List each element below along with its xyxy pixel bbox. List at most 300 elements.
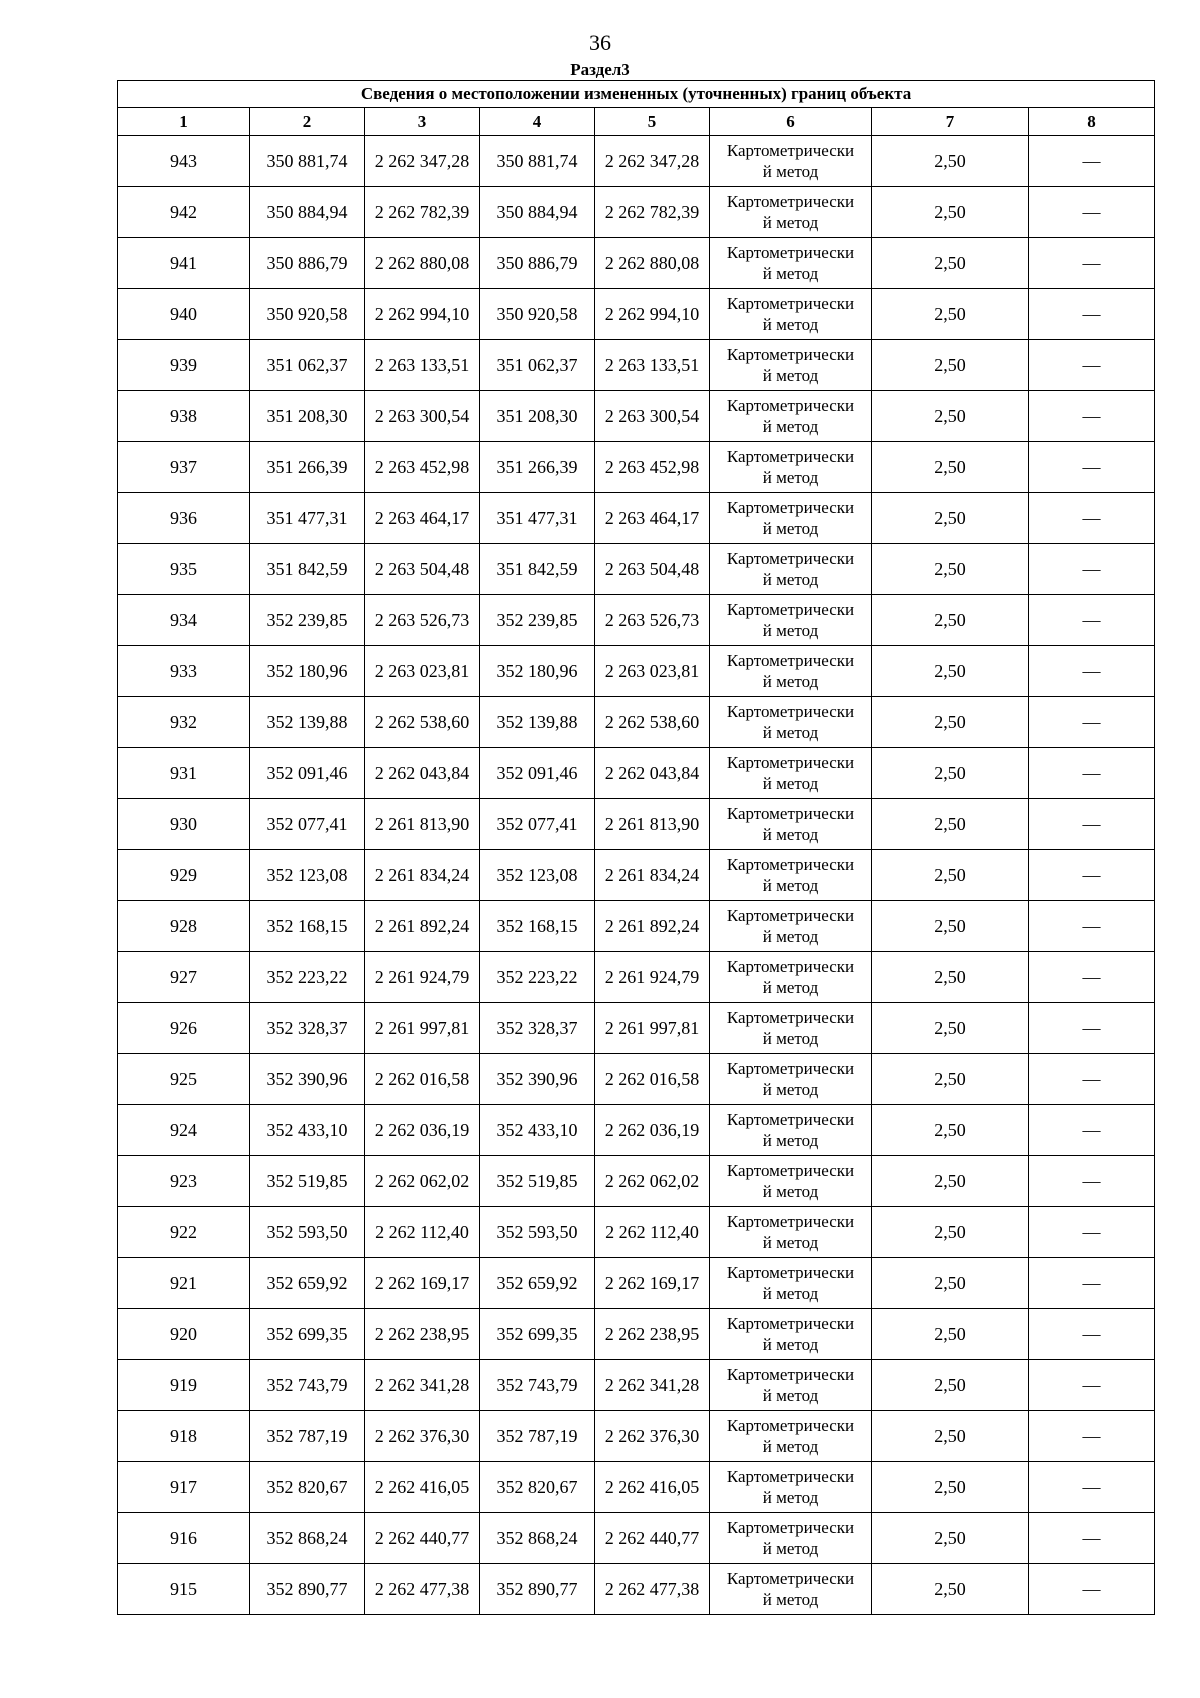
method-cell (710, 748, 872, 799)
coordinate-x-new-cell: 352 091,46 (480, 748, 595, 799)
coordinate-y-existing-cell: 2 262 341,28 (365, 1360, 480, 1411)
table-row (118, 1513, 1155, 1564)
coordinate-x-existing-cell: 352 699,35 (250, 1309, 365, 1360)
coordinate-y-existing-cell: 2 262 416,05 (365, 1462, 480, 1513)
method-text: Картометрически (726, 396, 855, 415)
coordinate-y-new-cell: 2 262 043,84 (595, 748, 710, 799)
coordinate-x-new-cell: 352 328,37 (480, 1003, 595, 1054)
point-number-cell: 937 (118, 442, 250, 493)
table-row (118, 1105, 1155, 1156)
coordinate-y-existing-cell: 2 262 062,02 (365, 1156, 480, 1207)
description-cell: — (1029, 289, 1155, 340)
point-number-cell: 943 (118, 136, 250, 187)
method-cell (710, 1258, 872, 1309)
method-text: Картометрически (726, 192, 855, 211)
method-text: й метод (762, 1284, 819, 1303)
table-row (118, 1309, 1155, 1360)
method-text: Картометрически (726, 855, 855, 874)
coordinate-x-existing-cell: 351 842,59 (250, 544, 365, 595)
table-row (118, 493, 1155, 544)
method-text: й метод (762, 876, 819, 895)
coordinate-x-new-cell: 352 890,77 (480, 1564, 595, 1615)
coordinate-y-existing-cell: 2 261 997,81 (365, 1003, 480, 1054)
method-text: й метод (762, 1233, 819, 1252)
coordinate-x-existing-cell: 352 168,15 (250, 901, 365, 952)
method-text: й метод (762, 315, 819, 334)
method-text: й метод (762, 1386, 819, 1405)
point-number-cell: 941 (118, 238, 250, 289)
method-text: Картометрически (726, 498, 855, 517)
method-text: Картометрически (726, 1110, 855, 1129)
description-cell: — (1029, 544, 1155, 595)
coordinate-y-existing-cell: 2 262 043,84 (365, 748, 480, 799)
coordinate-y-existing-cell: 2 262 538,60 (365, 697, 480, 748)
accuracy-cell: 2,50 (872, 238, 1029, 289)
method-text: Картометрически (726, 345, 855, 364)
coordinate-x-existing-cell: 352 659,92 (250, 1258, 365, 1309)
coordinate-y-existing-cell: 2 261 924,79 (365, 952, 480, 1003)
table-row (118, 1207, 1155, 1258)
coordinate-y-existing-cell: 2 262 440,77 (365, 1513, 480, 1564)
method-cell (710, 952, 872, 1003)
description-cell: — (1029, 1411, 1155, 1462)
method-text: й метод (762, 1131, 819, 1150)
point-number-cell: 919 (118, 1360, 250, 1411)
description-cell: — (1029, 799, 1155, 850)
accuracy-cell: 2,50 (872, 901, 1029, 952)
coordinate-y-existing-cell: 2 262 169,17 (365, 1258, 480, 1309)
coordinate-x-new-cell: 352 433,10 (480, 1105, 595, 1156)
coordinate-y-new-cell: 2 262 341,28 (595, 1360, 710, 1411)
coordinate-x-existing-cell: 352 787,19 (250, 1411, 365, 1462)
method-cell (710, 1462, 872, 1513)
point-number-cell: 915 (118, 1564, 250, 1615)
accuracy-cell: 2,50 (872, 340, 1029, 391)
accuracy-cell: 2,50 (872, 1360, 1029, 1411)
method-text: Картометрически (726, 1008, 855, 1027)
accuracy-cell: 2,50 (872, 136, 1029, 187)
method-text: Картометрически (726, 702, 855, 721)
coordinate-x-new-cell: 352 820,67 (480, 1462, 595, 1513)
coordinate-y-existing-cell: 2 262 238,95 (365, 1309, 480, 1360)
coordinate-x-existing-cell: 351 062,37 (250, 340, 365, 391)
coordinate-y-new-cell: 2 262 782,39 (595, 187, 710, 238)
column-number: 3 (365, 108, 480, 136)
coordinate-y-existing-cell: 2 263 526,73 (365, 595, 480, 646)
method-cell (710, 1003, 872, 1054)
method-cell (710, 391, 872, 442)
point-number-cell: 933 (118, 646, 250, 697)
point-number-cell: 927 (118, 952, 250, 1003)
coordinate-y-existing-cell: 2 263 133,51 (365, 340, 480, 391)
coordinate-x-existing-cell: 351 266,39 (250, 442, 365, 493)
description-cell: — (1029, 646, 1155, 697)
coordinate-x-existing-cell: 350 886,79 (250, 238, 365, 289)
method-text: Картометрически (726, 600, 855, 619)
coordinate-x-existing-cell: 351 208,30 (250, 391, 365, 442)
coordinate-y-existing-cell: 2 263 300,54 (365, 391, 480, 442)
point-number-cell: 916 (118, 1513, 250, 1564)
page-number: 36 (589, 30, 611, 55)
coordinate-x-existing-cell: 351 477,31 (250, 493, 365, 544)
method-cell (710, 595, 872, 646)
coordinate-x-existing-cell: 352 223,22 (250, 952, 365, 1003)
coordinate-x-new-cell: 352 519,85 (480, 1156, 595, 1207)
method-text: й метод (762, 213, 819, 232)
coordinate-x-new-cell: 350 881,74 (480, 136, 595, 187)
coordinate-x-new-cell: 352 223,22 (480, 952, 595, 1003)
description-cell: — (1029, 850, 1155, 901)
column-number: 8 (1029, 108, 1155, 136)
method-cell (710, 1411, 872, 1462)
table-row (118, 544, 1155, 595)
table-row (118, 1462, 1155, 1513)
method-text: й метод (762, 1029, 819, 1048)
point-number-cell: 929 (118, 850, 250, 901)
coordinate-x-new-cell: 352 699,35 (480, 1309, 595, 1360)
accuracy-cell: 2,50 (872, 748, 1029, 799)
table-caption-row (118, 81, 1155, 108)
method-text: й метод (762, 927, 819, 946)
accuracy-cell: 2,50 (872, 1513, 1029, 1564)
coordinate-y-new-cell: 2 263 526,73 (595, 595, 710, 646)
table-row (118, 187, 1155, 238)
column-number: 2 (250, 108, 365, 136)
description-cell: — (1029, 136, 1155, 187)
method-cell (710, 1105, 872, 1156)
coordinate-x-new-cell: 352 390,96 (480, 1054, 595, 1105)
coordinate-x-existing-cell: 352 123,08 (250, 850, 365, 901)
table-row (118, 391, 1155, 442)
coordinate-y-new-cell: 2 262 880,08 (595, 238, 710, 289)
method-text: й метод (762, 825, 819, 844)
point-number-cell: 921 (118, 1258, 250, 1309)
point-number-cell: 924 (118, 1105, 250, 1156)
coordinate-y-new-cell: 2 262 347,28 (595, 136, 710, 187)
description-cell: — (1029, 340, 1155, 391)
accuracy-cell: 2,50 (872, 595, 1029, 646)
point-number-cell: 939 (118, 340, 250, 391)
method-text: й метод (762, 570, 819, 589)
method-text: Картометрически (726, 141, 855, 160)
column-number-row (118, 108, 1155, 136)
coordinate-x-new-cell: 352 593,50 (480, 1207, 595, 1258)
table-row (118, 1003, 1155, 1054)
method-cell (710, 1309, 872, 1360)
method-text: Картометрически (726, 1518, 855, 1537)
table-row (118, 1411, 1155, 1462)
coordinate-x-new-cell: 350 886,79 (480, 238, 595, 289)
accuracy-cell: 2,50 (872, 187, 1029, 238)
coordinate-x-new-cell: 352 743,79 (480, 1360, 595, 1411)
method-cell (710, 646, 872, 697)
coordinate-x-new-cell: 351 062,37 (480, 340, 595, 391)
point-number-cell: 940 (118, 289, 250, 340)
coordinate-x-existing-cell: 352 180,96 (250, 646, 365, 697)
method-cell (710, 187, 872, 238)
accuracy-cell: 2,50 (872, 799, 1029, 850)
table-row (118, 952, 1155, 1003)
coordinate-x-new-cell: 350 884,94 (480, 187, 595, 238)
method-cell (710, 1360, 872, 1411)
accuracy-cell: 2,50 (872, 1156, 1029, 1207)
coordinate-x-existing-cell: 350 881,74 (250, 136, 365, 187)
point-number-cell: 936 (118, 493, 250, 544)
coordinate-x-new-cell: 352 180,96 (480, 646, 595, 697)
table-row (118, 238, 1155, 289)
point-number-cell: 931 (118, 748, 250, 799)
method-text: й метод (762, 1539, 819, 1558)
coordinate-y-existing-cell: 2 262 036,19 (365, 1105, 480, 1156)
method-text: й метод (762, 468, 819, 487)
coordinate-y-existing-cell: 2 262 347,28 (365, 136, 480, 187)
coordinate-y-existing-cell: 2 263 464,17 (365, 493, 480, 544)
coordinate-y-new-cell: 2 261 813,90 (595, 799, 710, 850)
method-cell (710, 1156, 872, 1207)
coordinate-x-existing-cell: 352 890,77 (250, 1564, 365, 1615)
table-row (118, 1054, 1155, 1105)
method-text: й метод (762, 978, 819, 997)
coordinate-y-new-cell: 2 263 300,54 (595, 391, 710, 442)
coordinate-x-existing-cell: 352 820,67 (250, 1462, 365, 1513)
method-cell (710, 238, 872, 289)
method-text: Картометрически (726, 294, 855, 313)
description-cell: — (1029, 493, 1155, 544)
method-cell (710, 544, 872, 595)
description-cell: — (1029, 952, 1155, 1003)
coordinate-y-new-cell: 2 262 112,40 (595, 1207, 710, 1258)
method-text: Картометрически (726, 651, 855, 670)
accuracy-cell: 2,50 (872, 646, 1029, 697)
description-cell: — (1029, 748, 1155, 799)
point-number-cell: 930 (118, 799, 250, 850)
method-text: й метод (762, 1590, 819, 1609)
method-cell (710, 340, 872, 391)
point-number-cell: 922 (118, 1207, 250, 1258)
method-text: Картометрически (726, 1467, 855, 1486)
method-text: й метод (762, 1182, 819, 1201)
accuracy-cell: 2,50 (872, 952, 1029, 1003)
coordinate-x-existing-cell: 352 328,37 (250, 1003, 365, 1054)
point-number-cell: 923 (118, 1156, 250, 1207)
column-number: 1 (118, 108, 250, 136)
coordinate-x-existing-cell: 352 519,85 (250, 1156, 365, 1207)
method-text: й метод (762, 723, 819, 742)
method-text: Картометрически (726, 1365, 855, 1384)
point-number-cell: 935 (118, 544, 250, 595)
method-text: Картометрически (726, 804, 855, 823)
description-cell: — (1029, 1054, 1155, 1105)
point-number-cell: 934 (118, 595, 250, 646)
method-text: Картометрически (726, 906, 855, 925)
description-cell: — (1029, 901, 1155, 952)
point-number-cell: 917 (118, 1462, 250, 1513)
method-cell (710, 799, 872, 850)
point-number-cell: 918 (118, 1411, 250, 1462)
coordinate-x-existing-cell: 350 884,94 (250, 187, 365, 238)
coordinate-x-existing-cell: 352 390,96 (250, 1054, 365, 1105)
coordinate-y-existing-cell: 2 262 880,08 (365, 238, 480, 289)
accuracy-cell: 2,50 (872, 544, 1029, 595)
table-row (118, 799, 1155, 850)
accuracy-cell: 2,50 (872, 1564, 1029, 1615)
coordinate-x-existing-cell: 350 920,58 (250, 289, 365, 340)
description-cell: — (1029, 442, 1155, 493)
coordinate-x-new-cell: 352 659,92 (480, 1258, 595, 1309)
accuracy-cell: 2,50 (872, 493, 1029, 544)
method-text: й метод (762, 672, 819, 691)
coordinate-y-existing-cell: 2 262 376,30 (365, 1411, 480, 1462)
method-cell (710, 493, 872, 544)
coordinate-y-new-cell: 2 262 169,17 (595, 1258, 710, 1309)
coordinate-y-existing-cell: 2 261 892,24 (365, 901, 480, 952)
coordinate-x-existing-cell: 352 139,88 (250, 697, 365, 748)
method-cell (710, 901, 872, 952)
coordinates-table (117, 80, 1155, 1615)
coordinate-y-new-cell: 2 263 504,48 (595, 544, 710, 595)
coordinate-y-new-cell: 2 261 834,24 (595, 850, 710, 901)
method-text: й метод (762, 519, 819, 538)
coordinate-x-existing-cell: 352 239,85 (250, 595, 365, 646)
method-cell (710, 136, 872, 187)
accuracy-cell: 2,50 (872, 1003, 1029, 1054)
coordinate-y-existing-cell: 2 261 834,24 (365, 850, 480, 901)
coordinate-x-new-cell: 352 868,24 (480, 1513, 595, 1564)
table-row (118, 442, 1155, 493)
method-text: й метод (762, 417, 819, 436)
coordinate-y-new-cell: 2 262 477,38 (595, 1564, 710, 1615)
method-text: Картометрически (726, 1161, 855, 1180)
method-text: й метод (762, 1437, 819, 1456)
table-row (118, 1564, 1155, 1615)
table-row (118, 1258, 1155, 1309)
point-number-cell: 938 (118, 391, 250, 442)
coordinate-y-existing-cell: 2 262 994,10 (365, 289, 480, 340)
table-row (118, 340, 1155, 391)
description-cell: — (1029, 1564, 1155, 1615)
accuracy-cell: 2,50 (872, 1054, 1029, 1105)
accuracy-cell: 2,50 (872, 850, 1029, 901)
coordinate-y-new-cell: 2 261 892,24 (595, 901, 710, 952)
description-cell: — (1029, 595, 1155, 646)
method-text: Картометрически (726, 447, 855, 466)
column-number: 7 (872, 108, 1029, 136)
table-row (118, 1360, 1155, 1411)
point-number-cell: 928 (118, 901, 250, 952)
description-cell: — (1029, 1207, 1155, 1258)
coordinate-y-new-cell: 2 263 464,17 (595, 493, 710, 544)
coordinate-x-new-cell: 350 920,58 (480, 289, 595, 340)
column-number: 6 (710, 108, 872, 136)
table-caption: Сведения о местоположении измененных (уточненных) границ объекта (118, 81, 1155, 108)
coordinate-x-new-cell: 351 208,30 (480, 391, 595, 442)
coordinate-y-new-cell: 2 262 538,60 (595, 697, 710, 748)
coordinate-y-new-cell: 2 261 924,79 (595, 952, 710, 1003)
description-cell: — (1029, 1258, 1155, 1309)
description-cell: — (1029, 1309, 1155, 1360)
point-number-cell: 932 (118, 697, 250, 748)
description-cell: — (1029, 1513, 1155, 1564)
coordinate-y-existing-cell: 2 263 023,81 (365, 646, 480, 697)
table-body (118, 136, 1155, 1615)
accuracy-cell: 2,50 (872, 442, 1029, 493)
description-cell: — (1029, 1003, 1155, 1054)
method-text: Картометрически (726, 243, 855, 262)
coordinate-y-existing-cell: 2 263 452,98 (365, 442, 480, 493)
coordinate-x-new-cell: 351 266,39 (480, 442, 595, 493)
method-cell (710, 850, 872, 901)
coordinate-x-existing-cell: 352 091,46 (250, 748, 365, 799)
method-text: й метод (762, 774, 819, 793)
coordinate-y-new-cell: 2 262 376,30 (595, 1411, 710, 1462)
method-text: й метод (762, 366, 819, 385)
method-text: й метод (762, 1488, 819, 1507)
coordinate-x-new-cell: 352 139,88 (480, 697, 595, 748)
method-cell (710, 1513, 872, 1564)
accuracy-cell: 2,50 (872, 289, 1029, 340)
point-number-cell: 925 (118, 1054, 250, 1105)
table-row (118, 595, 1155, 646)
table-row (118, 748, 1155, 799)
description-cell: — (1029, 1360, 1155, 1411)
coordinate-x-new-cell: 351 842,59 (480, 544, 595, 595)
coordinate-y-existing-cell: 2 262 112,40 (365, 1207, 480, 1258)
method-text: Картометрически (726, 1314, 855, 1333)
method-text: й метод (762, 264, 819, 283)
section-title: Раздел3 (570, 60, 630, 79)
coordinate-x-existing-cell: 352 433,10 (250, 1105, 365, 1156)
table-row (118, 136, 1155, 187)
coordinate-x-new-cell: 352 239,85 (480, 595, 595, 646)
coordinate-y-existing-cell: 2 263 504,48 (365, 544, 480, 595)
table-row (118, 901, 1155, 952)
point-number-cell: 920 (118, 1309, 250, 1360)
table-row (118, 646, 1155, 697)
coordinate-x-existing-cell: 352 868,24 (250, 1513, 365, 1564)
accuracy-cell: 2,50 (872, 391, 1029, 442)
column-number: 4 (480, 108, 595, 136)
accuracy-cell: 2,50 (872, 1462, 1029, 1513)
method-cell (710, 289, 872, 340)
method-text: Картометрически (726, 1059, 855, 1078)
coordinate-y-new-cell: 2 263 023,81 (595, 646, 710, 697)
coordinate-y-new-cell: 2 262 036,19 (595, 1105, 710, 1156)
coordinate-x-existing-cell: 352 743,79 (250, 1360, 365, 1411)
point-number-cell: 942 (118, 187, 250, 238)
coordinate-y-new-cell: 2 263 133,51 (595, 340, 710, 391)
accuracy-cell: 2,50 (872, 697, 1029, 748)
description-cell: — (1029, 391, 1155, 442)
coordinate-y-new-cell: 2 261 997,81 (595, 1003, 710, 1054)
method-cell (710, 1054, 872, 1105)
method-text: Картометрически (726, 753, 855, 772)
coordinate-y-existing-cell: 2 261 813,90 (365, 799, 480, 850)
table-row (118, 1156, 1155, 1207)
column-number: 5 (595, 108, 710, 136)
coordinate-x-new-cell: 352 077,41 (480, 799, 595, 850)
coordinate-x-new-cell: 351 477,31 (480, 493, 595, 544)
description-cell: — (1029, 1105, 1155, 1156)
method-text: й метод (762, 1335, 819, 1354)
method-text: Картометрически (726, 549, 855, 568)
method-cell (710, 1564, 872, 1615)
point-number-cell: 926 (118, 1003, 250, 1054)
method-text: Картометрически (726, 1416, 855, 1435)
method-text: й метод (762, 1080, 819, 1099)
coordinate-x-existing-cell: 352 593,50 (250, 1207, 365, 1258)
coordinate-y-new-cell: 2 262 062,02 (595, 1156, 710, 1207)
accuracy-cell: 2,50 (872, 1258, 1029, 1309)
